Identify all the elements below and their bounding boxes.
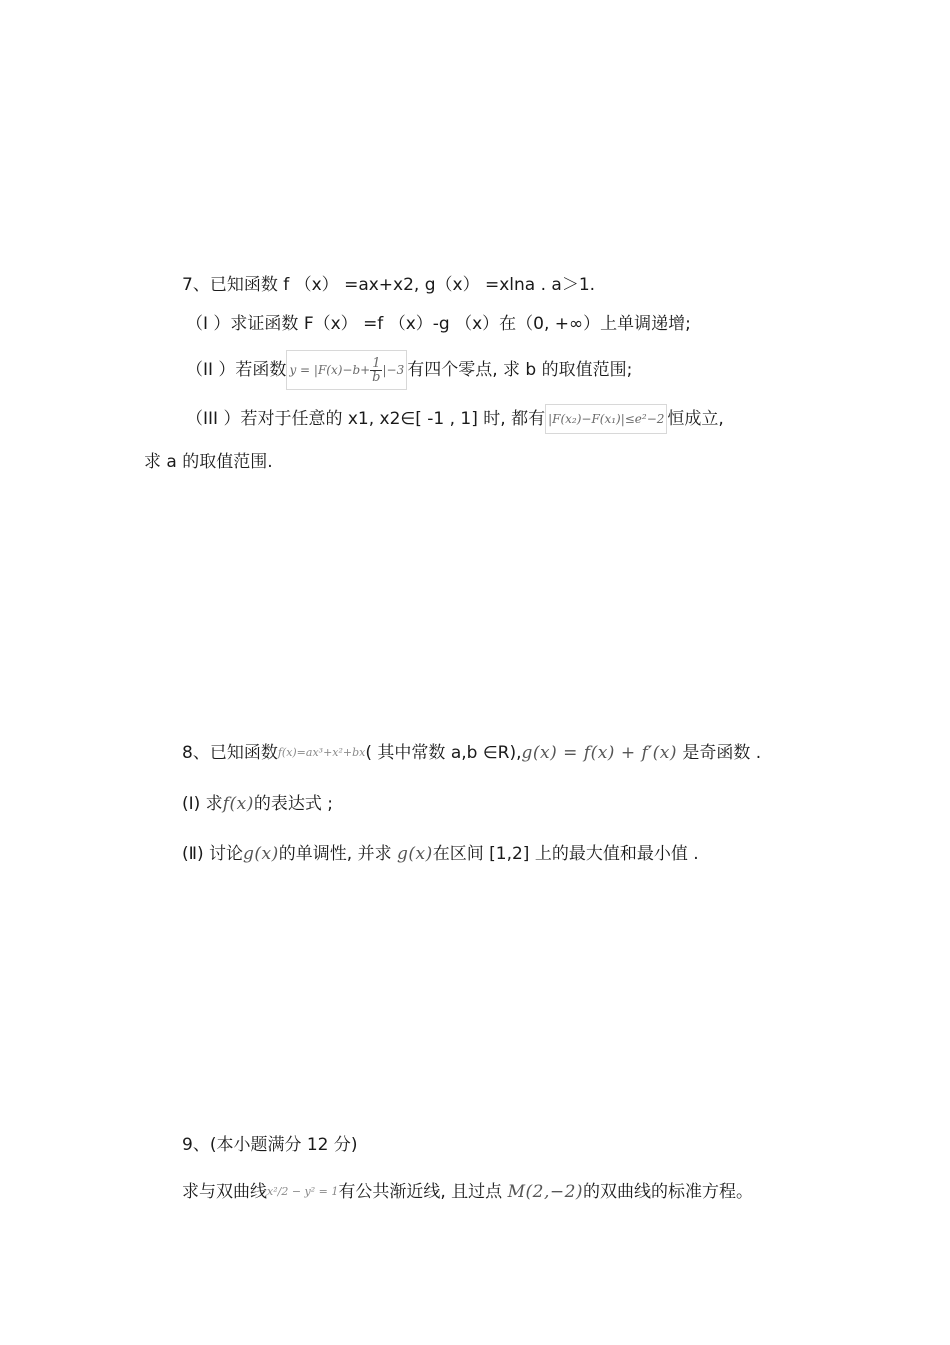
q8-part2 [182, 842, 699, 866]
q8-part1 [182, 792, 333, 816]
q8-part2-prefix: (Ⅱ) 讨论 [182, 844, 244, 864]
q9-hyperbola: x²/2 − y² = 1 [267, 1185, 339, 1198]
q7-part1: （I ）求证函数 F（x） =f （x）-g （x）在（0, +∞）上单调递增; [186, 314, 691, 334]
q8-part2-gx-2: g(x) [397, 844, 433, 864]
q7-statement: 7、已知函数 f （x） =ax+x2, g（x） =xlna . a＞1. [182, 275, 596, 295]
q9-suffix: 的双曲线的标准方程。 [583, 1182, 754, 1202]
q8-part1-prefix: (Ⅰ) 求 [182, 794, 223, 814]
q8-part1-suffix: 的表达式 ; [253, 794, 333, 814]
q7-part3-prefix: （III ）若对于任意的 x1, x2∈[ -1 , 1] 时, 都有 [186, 409, 546, 429]
q7-fraction-denominator: b [372, 370, 381, 385]
q9-prefix: 求与双曲线 [182, 1182, 267, 1202]
q7-part2-fraction [370, 357, 382, 384]
q7-fraction-numerator: 1 [372, 356, 381, 371]
q8-statement [182, 741, 761, 765]
q8-part2-suffix: 在区间 [1,2] 上的最大值和最小值 . [432, 844, 699, 864]
q8-part1-fx: f(x) [222, 794, 254, 814]
q8-mid: ( 其中常数 a,b ∈R), [365, 743, 522, 763]
q9-statement [182, 1180, 753, 1204]
q7-part3-continuation: 求 a 的取值范围. [144, 452, 273, 472]
q9-point: M(2,−2) [507, 1182, 584, 1202]
q7-part3 [186, 404, 724, 434]
q8-part2-mid: 的单调性, 并求 [278, 844, 392, 864]
q8-prefix: 8、已知函数 [182, 743, 278, 763]
q7-part2 [186, 350, 632, 390]
q8-g-definition: g(x) = f(x) + f′(x) [521, 743, 677, 763]
q7-part2-formula [286, 350, 407, 390]
q7-part2-formula-a: y = |F(x)−b+ [289, 363, 371, 377]
q8-f-definition: f(x)=ax³+x²+bx [277, 746, 366, 759]
q7-part3-formula: |F(x₂)−F(x₁)|≤e²−2 [545, 404, 667, 434]
q7-part2-prefix: （II ）若函数 [186, 360, 287, 380]
q9-mid: 有公共渐近线, 且过点 [338, 1182, 503, 1202]
q9-heading: 9、(本小题满分 12 分) [182, 1135, 358, 1155]
q7-part2-suffix: 有四个零点, 求 b 的取值范围; [407, 360, 633, 380]
q7-part2-formula-b: |−3 [382, 363, 405, 377]
q8-suffix: 是奇函数 . [682, 743, 762, 763]
q8-part2-gx-1: g(x) [243, 844, 279, 864]
q7-part3-suffix: 恒成立, [667, 409, 724, 429]
